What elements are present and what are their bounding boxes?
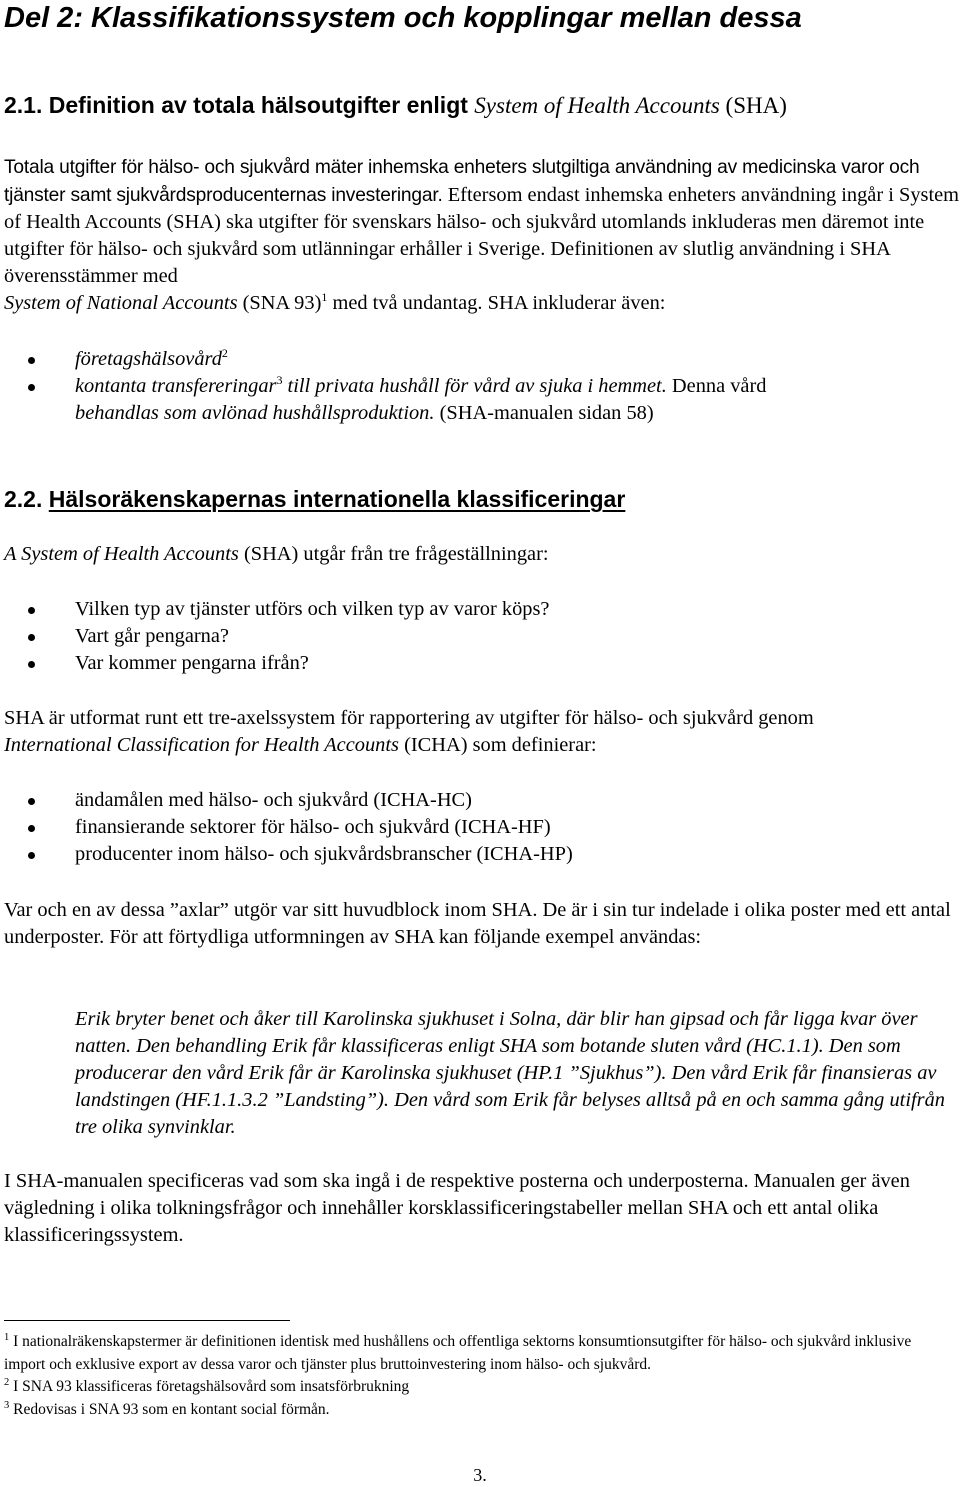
footnote-ref-2[interactable]: 2 <box>221 346 228 360</box>
list-item-text-d: behandlas som avlönad hushållsproduktion. <box>75 402 435 424</box>
bullet-icon <box>28 607 35 614</box>
paragraph-text-b: (ICHA) som definierar: <box>398 734 597 756</box>
icha-paragraph <box>4 705 960 759</box>
intro-text: (SHA) utgår från tre frågeställningar: <box>238 543 549 565</box>
bullet-icon <box>28 798 35 805</box>
footnote-1 <box>4 1331 954 1376</box>
list-item-text-e: (SHA-manualen sidan 58) <box>434 402 654 424</box>
list-item-text: företagshälsovård <box>75 348 222 370</box>
section-heading-2-1 <box>4 90 960 121</box>
exceptions-list <box>4 346 960 427</box>
bullet-icon <box>28 384 35 391</box>
footnote-number: 1 <box>4 1332 10 1343</box>
sna-label: (SNA 93) <box>237 292 322 315</box>
manual-paragraph: I SHA-manualen specificeras vad som ska ingå i de respektive posterna och underposterna. Manualen ger även vägledning i olika tolkningsfrågor och innehåller korsklassificeringstabeller mellan SHA och ett antal olika klassificeringssystem. <box>4 1170 910 1246</box>
footnote-text: Redovisas i SNA 93 som en kontant social förmån. <box>9 1400 330 1418</box>
paragraph-serif-part: Eftersom endast inhemska enheters användning ingår i System of Health Accounts (SHA) ska utgifter för svenskars hälso- och sjukvård utomlands inkluderas men däremot inte utgifter för hälso- och sjukvård som utlänningar erhåller i Sverige. <box>4 183 960 261</box>
heading-italic: System of Health Accounts <box>474 93 720 118</box>
heading-text: Definition av totala hälsoutgifter enligt <box>42 92 475 118</box>
footnote-ref-1[interactable]: 1 <box>321 290 328 305</box>
footnote-divider <box>4 1320 290 1321</box>
heading-text: Hälsoräkenskapernas internationella klassificeringar <box>48 486 626 512</box>
list-item-text: Vilken typ av tjänster utförs och vilken typ av varor köps? <box>75 598 550 620</box>
section-heading-2-2 <box>4 484 960 514</box>
axes-paragraph: Var och en av dessa ”axlar” utgör var sitt huvudblock inom SHA. De är i sin tur indelade i olika poster med ett antal underposter. För att förtydliga utformningen av SHA kan följande exempel användas: <box>4 899 951 948</box>
intro-italic: A System of Health Accounts <box>4 543 239 565</box>
questions-list <box>4 596 960 677</box>
list-item-text-b: till privata hushåll för vård av sjuka i hemmet. <box>282 375 667 397</box>
footnote-2 <box>4 1376 954 1399</box>
list-item <box>4 596 960 623</box>
list-item-text: kontanta transfereringar <box>75 375 277 397</box>
list-item-text: producenter inom hälso- och sjukvårdsbranscher (ICHA-HP) <box>75 843 573 865</box>
footnote-text: I SNA 93 klassificeras företagshälsovård som insatsförbrukning <box>9 1378 410 1395</box>
heading-suffix: (SHA) <box>719 93 787 118</box>
intro-paragraph <box>4 541 960 568</box>
bullet-icon <box>28 852 35 859</box>
bullet-icon <box>28 661 35 668</box>
list-item <box>4 814 960 841</box>
list-item-text: ändamålen med hälso- och sjukvård (ICHA-HC) <box>75 789 472 811</box>
section-number: 2.1. <box>4 92 43 118</box>
list-item <box>4 373 960 427</box>
footnotes <box>4 1331 954 1421</box>
list-item-text: Var kommer pengarna ifrån? <box>75 652 309 674</box>
bullet-icon <box>28 357 35 364</box>
example-paragraph: Erik bryter benet och åker till Karolinska sjukhuset i Solna, där blir han gipsad och får ligga kvar över natten. Den behandling Erik får klassificeras enligt SHA som botande sluten vård (HC.1.1). Den som producerar den vård Erik får är Karolinska sjukhuset (HP.1 ”Sjukhus”). Den vård Erik får finansieras av landstingen (HF.1.1.3.2 ”Landsting”). Den vård som Erik får belyses alltså på en och samma gång utifrån tre olika synvinklar. <box>75 1008 945 1138</box>
paragraph-serif-b: Definitionen av slutlig användning i SHA överensstämmer med <box>4 238 890 288</box>
list-item <box>4 623 960 650</box>
list-item-text: finansierande sektorer för hälso- och sjukvård (ICHA-HF) <box>75 816 551 838</box>
paragraph-end: med två undantag. SHA inkluderar även: <box>327 292 666 315</box>
list-item-text: Vart går pengarna? <box>75 625 229 647</box>
page-number: 3. <box>473 1465 487 1485</box>
sna-italic: System of National Accounts <box>4 292 238 315</box>
paragraph-text: SHA är utformat runt ett tre-axelssystem för rapportering av utgifter för hälso- och sjukvård genom <box>4 707 814 729</box>
bullet-icon <box>28 634 35 641</box>
list-item-text-c: Denna vård <box>666 375 767 397</box>
section-number: 2.2. <box>4 486 43 512</box>
page-title: Del 2: Klassifikationssystem och kopplingar mellan dessa <box>4 2 802 34</box>
list-item <box>4 787 960 814</box>
footnote-text: I nationalräkenskapstermer är definitionen identisk med hushållens och offentliga sektorns konsumtionsutgifter för hälso- och sjukvård inklusive import och exklusive export av dessa varor och tjänster plus bruttoinvestering inom hälso- och sjukvård. <box>4 1333 912 1373</box>
list-item <box>4 650 960 677</box>
list-item <box>4 841 960 868</box>
paragraph-definition <box>4 155 960 317</box>
icha-italic: International Classification for Health Accounts <box>4 734 399 756</box>
axes-list <box>4 787 960 868</box>
list-item <box>4 346 960 373</box>
paragraph-sans-part: Totala utgifter för hälso- och sjukvård mäter inhemska enheters slutgiltiga användning av medicinska varor och tjänster samt sjukvårdsproducenternas investeringar. <box>4 157 920 206</box>
footnote-ref-3[interactable]: 3 <box>276 373 283 387</box>
footnote-number: 3 <box>4 1399 10 1411</box>
footnote-3 <box>4 1399 954 1422</box>
bullet-icon <box>28 825 35 832</box>
footnote-number: 2 <box>4 1377 10 1388</box>
